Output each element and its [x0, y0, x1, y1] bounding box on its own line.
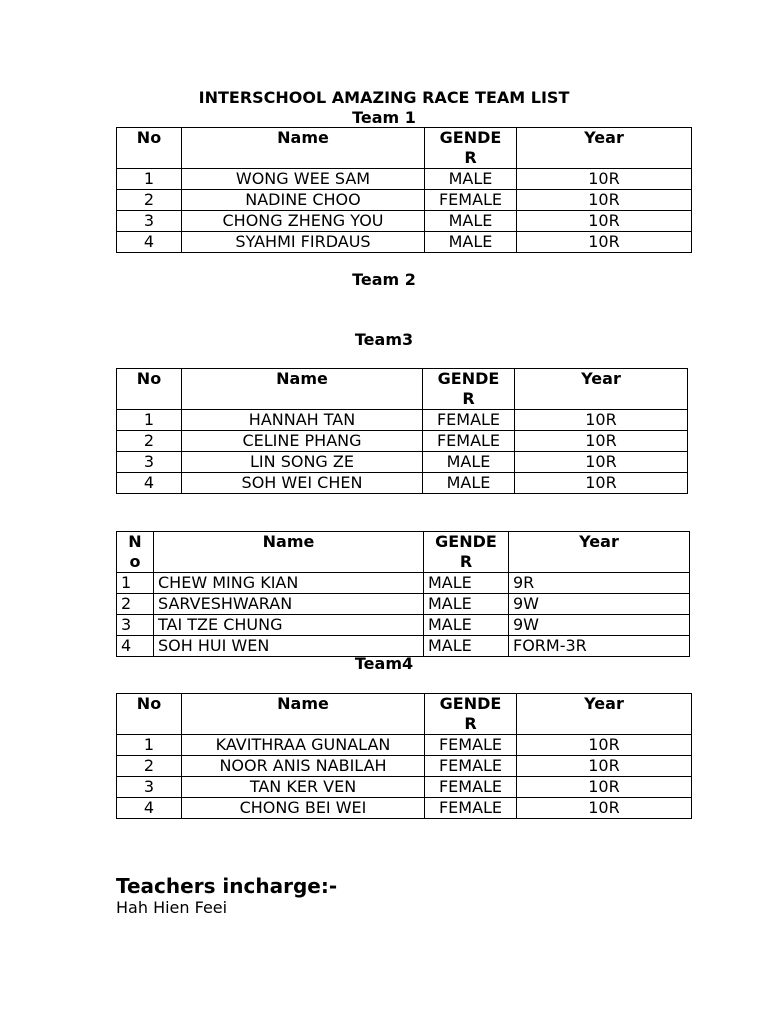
cell-gender: MALE — [424, 636, 509, 657]
cell-name: TAI TZE CHUNG — [154, 615, 424, 636]
header-name: Name — [154, 532, 424, 573]
cell-name: NOOR ANIS NABILAH — [182, 756, 425, 777]
cell-year: 10R — [517, 211, 692, 232]
cell-name: SOH HUI WEN — [154, 636, 424, 657]
table-row — [117, 211, 692, 232]
cell-gender: MALE — [425, 169, 517, 190]
header-gender: GENDE R — [423, 369, 515, 410]
table-row — [117, 756, 692, 777]
team4-table — [116, 693, 692, 819]
header-no: No — [117, 694, 182, 735]
header-no: No — [117, 128, 182, 169]
header-name: Name — [182, 369, 423, 410]
header-no: N o — [117, 532, 154, 573]
header-no: No — [117, 369, 182, 410]
cell-year: 9R — [509, 573, 690, 594]
cell-name: KAVITHRAA GUNALAN — [182, 735, 425, 756]
cell-name: HANNAH TAN — [182, 410, 423, 431]
table-header-row — [117, 128, 692, 169]
table-row — [117, 169, 692, 190]
cell-no: 2 — [117, 190, 182, 211]
cell-name: TAN KER VEN — [182, 777, 425, 798]
team1-table — [116, 127, 692, 253]
cell-gender: FEMALE — [425, 190, 517, 211]
cell-year: 10R — [517, 232, 692, 253]
header-year: Year — [517, 128, 692, 169]
team3-label: Team3 — [354, 330, 414, 349]
cell-no: 3 — [117, 211, 182, 232]
cell-no: 3 — [117, 777, 182, 798]
cell-no: 1 — [117, 735, 182, 756]
cell-name: CHONG BEI WEI — [182, 798, 425, 819]
team4-label: Team4 — [354, 654, 414, 673]
table-header-row — [117, 532, 690, 573]
table-row — [117, 410, 688, 431]
cell-no: 1 — [117, 169, 182, 190]
teacher-name: Hah Hien Feei — [116, 898, 228, 917]
cell-name: CHONG ZHENG YOU — [182, 211, 425, 232]
cell-gender: FEMALE — [425, 798, 517, 819]
team3-table — [116, 368, 688, 494]
cell-name: LIN SONG ZE — [182, 452, 423, 473]
header-year: Year — [515, 369, 688, 410]
table-header-row — [117, 369, 688, 410]
cell-name: NADINE CHOO — [182, 190, 425, 211]
teachers-heading: Teachers incharge:- — [116, 874, 338, 898]
table-row — [117, 777, 692, 798]
cell-gender: FEMALE — [425, 777, 517, 798]
cell-no: 3 — [117, 615, 154, 636]
header-gender: GENDE R — [425, 128, 517, 169]
cell-name: CHEW MING KIAN — [154, 573, 424, 594]
cell-year: 10R — [515, 452, 688, 473]
cell-name: CELINE PHANG — [182, 431, 423, 452]
table-row — [117, 573, 690, 594]
table-header-row — [117, 694, 692, 735]
cell-no: 4 — [117, 798, 182, 819]
cell-year: 10R — [515, 410, 688, 431]
table-row — [117, 798, 692, 819]
team-extra-table — [116, 531, 690, 657]
team2-label: Team 2 — [352, 270, 416, 289]
table-row — [117, 473, 688, 494]
cell-name: SYAHMI FIRDAUS — [182, 232, 425, 253]
cell-year: 10R — [517, 798, 692, 819]
team1-label: Team 1 — [352, 108, 416, 127]
cell-gender: MALE — [424, 615, 509, 636]
header-gender: GENDE R — [424, 532, 509, 573]
cell-gender: FEMALE — [425, 735, 517, 756]
cell-no: 1 — [117, 573, 154, 594]
cell-year: 10R — [517, 190, 692, 211]
cell-gender: MALE — [424, 594, 509, 615]
cell-year: 10R — [517, 777, 692, 798]
cell-no: 1 — [117, 410, 182, 431]
header-gender: GENDE R — [425, 694, 517, 735]
cell-year: 10R — [517, 756, 692, 777]
header-year: Year — [517, 694, 692, 735]
document-title: INTERSCHOOL AMAZING RACE TEAM LIST — [198, 88, 570, 107]
cell-no: 4 — [117, 473, 182, 494]
header-year: Year — [509, 532, 690, 573]
cell-year: 10R — [517, 169, 692, 190]
cell-no: 2 — [117, 594, 154, 615]
cell-no: 4 — [117, 636, 154, 657]
cell-no: 2 — [117, 431, 182, 452]
cell-year: 9W — [509, 615, 690, 636]
cell-year: 9W — [509, 594, 690, 615]
cell-year: 10R — [517, 735, 692, 756]
cell-no: 4 — [117, 232, 182, 253]
table-row — [117, 431, 688, 452]
cell-gender: FEMALE — [423, 431, 515, 452]
cell-no: 3 — [117, 452, 182, 473]
cell-year: 10R — [515, 431, 688, 452]
header-name: Name — [182, 128, 425, 169]
table-row — [117, 615, 690, 636]
cell-name: WONG WEE SAM — [182, 169, 425, 190]
table-row — [117, 232, 692, 253]
cell-year: FORM-3R — [509, 636, 690, 657]
cell-gender: FEMALE — [425, 756, 517, 777]
cell-gender: MALE — [423, 452, 515, 473]
header-name: Name — [182, 694, 425, 735]
table-row — [117, 190, 692, 211]
table-row — [117, 594, 690, 615]
cell-name: SARVESHWARAN — [154, 594, 424, 615]
cell-gender: MALE — [424, 573, 509, 594]
cell-gender: MALE — [425, 232, 517, 253]
cell-gender: MALE — [425, 211, 517, 232]
cell-no: 2 — [117, 756, 182, 777]
cell-year: 10R — [515, 473, 688, 494]
cell-name: SOH WEI CHEN — [182, 473, 423, 494]
table-row — [117, 452, 688, 473]
cell-gender: FEMALE — [423, 410, 515, 431]
table-row — [117, 735, 692, 756]
cell-gender: MALE — [423, 473, 515, 494]
